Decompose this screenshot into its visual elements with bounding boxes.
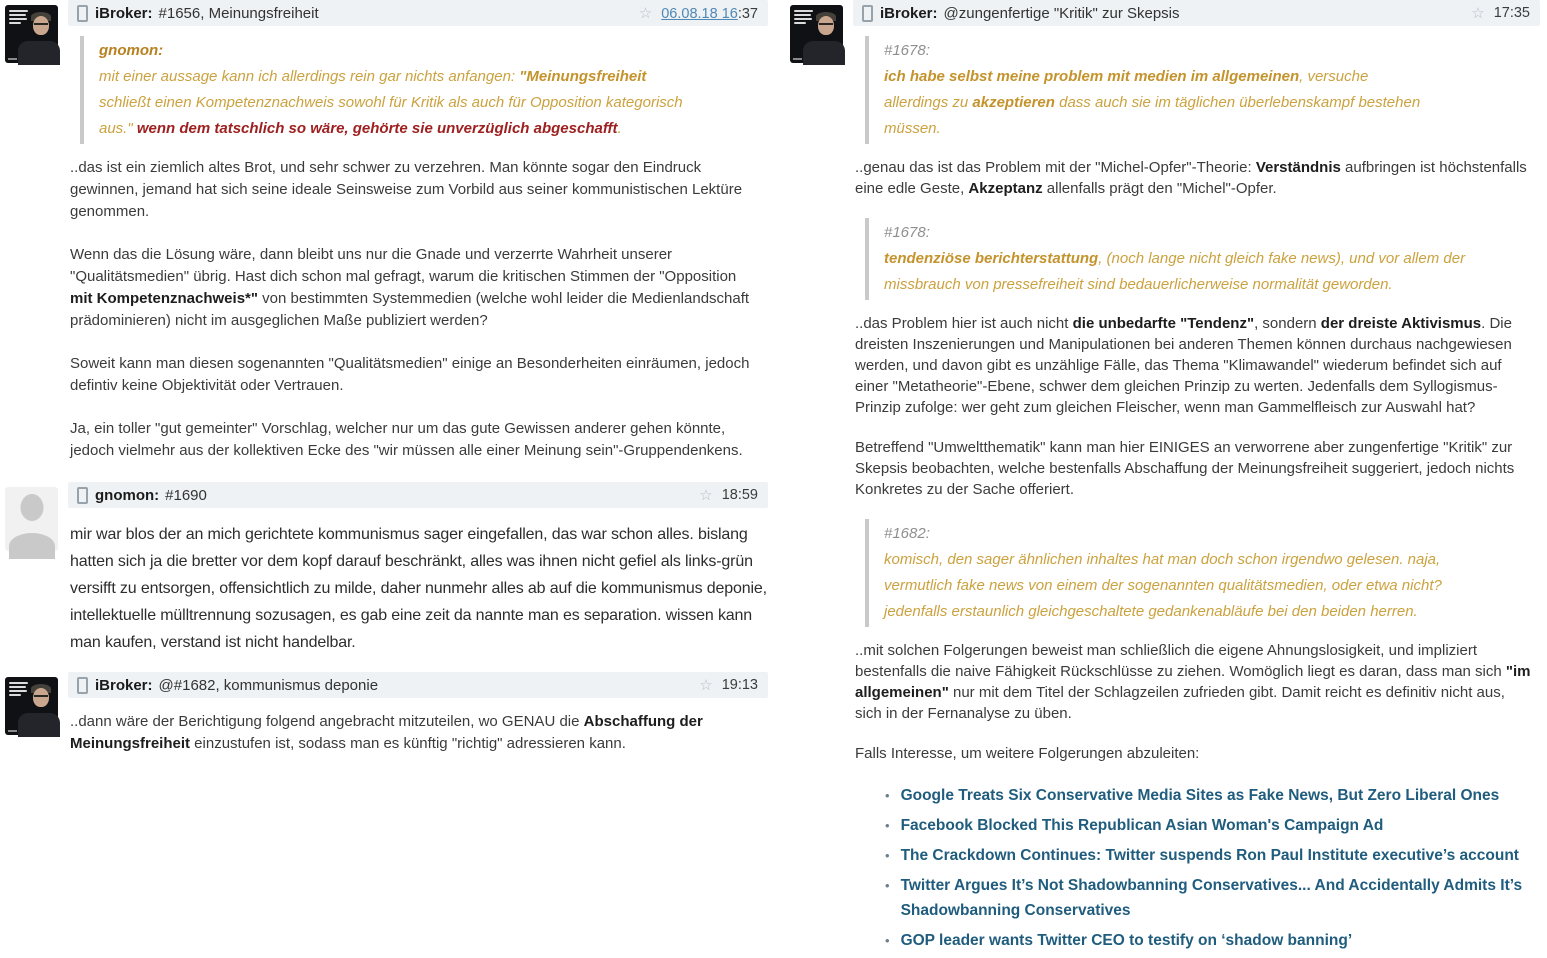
post-body [855,313,1533,500]
post-title: #1656, Meinungsfreiheit [158,4,319,22]
avatar-meme-text [794,10,816,26]
post-paragraph: ..dann wäre der Berichtigung folgend angebracht mitzuteilen, wo GENAU die Abschaffung der Meinungsfreiheit einzustufen ist, sodass man es künftig "richtig" adressieren kann. [70,713,703,752]
post-paragraph: Wenn das die Lösung wäre, dann bleibt uns nur die Gnade und verzerrte Wahrheit unserer "Qualitätsmedien" übrig. Hast dich schon mal gefragt, warum die kritischen Stimmen der "Opposition mit Kompetenznachweis*" von bestimmten Systemmedien (welche wohl leider die Medienlandschaft prädominieren) nicht im ausgeglichen Maße publiziert werden? [70,246,750,329]
timestamp: 19:13 [721,677,758,693]
timestamp: 17:35 [1493,5,1530,21]
avatar-meme-text [9,10,31,26]
quote-block [865,519,1484,627]
quote-text: mit einer aussage kann ich allerdings rein gar nichts anfangen: "Meinungsfreiheit schließt einen Kompetenznachweis sowohl für Kritik als auch für Opposition kategorisch aus." wenn dem tatschlich so wäre, gehörte sie unverzüglich abgeschafft. [99,68,683,137]
ibroker-avatar[interactable] [5,5,58,63]
avatar-figure [34,695,48,697]
timestamp: :37 [737,5,758,22]
favorite-star-icon[interactable]: ☆ [1471,5,1485,22]
post-body [70,521,769,656]
mobile-phone-icon [77,5,88,22]
post-title: #1690 [165,486,207,504]
author-name[interactable]: iBroker: [95,676,153,694]
avatar-figure [33,16,49,35]
post-body [855,157,1533,199]
avatar-figure [34,23,48,25]
quote-author: gnomon: [99,42,164,59]
list-item [885,813,1533,838]
avatar-figure [33,688,49,707]
list-item [885,783,1533,808]
article-link[interactable]: The Crackdown Continues: Twitter suspends Ron Paul Institute executive’s account [900,847,1519,864]
list-item [885,928,1533,953]
post-ibroker-1682-reply [0,672,775,755]
bullet-icon: • [885,848,890,863]
bullet-icon: • [885,933,890,948]
author-name[interactable]: gnomon: [95,486,160,504]
article-link-list [885,783,1533,953]
mobile-phone-icon [77,677,88,694]
avatar-meme-text [9,682,31,698]
list-item [885,843,1533,868]
quote-block [865,36,1429,144]
avatar-figure [8,730,17,732]
gnomon-avatar[interactable] [5,487,58,551]
post-paragraph: mir war blos der an mich gerichtete kommunismus sager eingefallen, das war schon alles. bislang hatten sich ja die bretter vor dem kopf darauf beschränkt, alles was ihnen nicht gefiel als links-grün versifft zu entsorgen, offensichtlich zu milde, daher nunmehr alles ab auf die kommunismus deponie, intellektuelle mülltrennung sozusagen, es gab eine zeit da nannte man es separation. wissen kann man kaufen, verstand ist nicht handelbar. [70,526,767,651]
left-column [0,0,775,755]
favorite-star-icon[interactable]: ☆ [638,5,653,22]
avatar-figure [803,41,845,65]
post-header [853,0,1540,26]
ibroker-avatar[interactable] [790,5,843,63]
avatar-silhouette [20,494,43,521]
post-body [855,640,1533,764]
post-body [70,711,761,755]
timestamp: 18:59 [721,487,758,503]
favorite-star-icon[interactable]: ☆ [699,677,713,694]
quote-ref: #1678: [884,42,930,59]
quote-text: tendenziöse berichterstattung, (noch lange nicht gleich fake news), und vor allem der missbrauch von pressefreiheit sind bedauerlicherweise normalität geworden. [884,250,1466,293]
list-item [885,873,1533,923]
timestamp-link[interactable]: 06.08.18 16 [661,5,738,22]
article-link[interactable]: Google Treats Six Conservative Media Sites as Fake News, But Zero Liberal Ones [900,787,1500,804]
author-name[interactable]: iBroker: [880,4,938,22]
post-paragraph: ..genau das ist das Problem mit der "Michel-Opfer"-Theorie: Verständnis aufbringen ist höchstenfalls eine edle Geste, Akzeptanz allenfalls prägt den "Michel"-Opfer. [855,159,1527,197]
article-link[interactable]: GOP leader wants Twitter CEO to testify on ‘shadow banning’ [900,932,1353,949]
mobile-phone-icon [862,5,873,22]
ibroker-avatar[interactable] [5,677,58,735]
bullet-icon: • [885,818,890,833]
article-link[interactable]: Twitter Argues It’s Not Shadowbanning Conservatives... And Accidentally Admits It’s Shadowbanning Conservatives [900,877,1523,919]
post-paragraph: Soweit kann man diesen sogenannten "Qualitätsmedien" einige an Besonderheiten einräumen, jedoch defintiv keine Objektivität oder Vertrauen. [70,355,750,394]
post-paragraph: ..das Problem hier ist auch nicht die unbedarfte "Tendenz", sondern der dreiste Aktivismus. Die dreisten Inszenierungen und Manipulationen bei anderen Themen können durchaus nachgewiesen werden, und davon gibt es unzählige Fälle, das Thema "Klimawandel" wiederum befindet sich auf einer "Metatheorie"-Ebene, schwer dem gleichen Prinzip zu werten. Jedenfalls dem Syllogismus-Prinzip zufolge: wer geht zum gleichen Fleischer, wenn man Gammelfleisch zur Auswahl hat? [855,315,1512,416]
post-gnomon-1690 [0,482,775,656]
post-paragraph: Betreffend "Umweltthematik" kann man hier EINIGES an verworrene aber zungenfertige "Kritik" zur Skepsis beobachten, welche bestenfalls Abschaffung der Meinungsfreiheit suggeriert, jedoch nichts Konkretes zu der Sache offeriert. [855,439,1515,498]
avatar-figure [818,16,834,35]
post-paragraph: ..das ist ein ziemlich altes Brot, und sehr schwer zu verzehren. Man könnte sogar den Eindruck gewinnen, jemand hat sich seine ideale Seinsweise zum Vorbild aus seiner kommunistischen Lektüre genommen. [70,159,743,220]
post-ibroker-skepsis [785,0,1547,953]
post-paragraph: Falls Interesse, um weitere Folgerungen abzuleiten: [855,745,1200,762]
quote-ref: #1678: [884,224,930,241]
quote-text: ich habe selbst meine problem mit medien im allgemeinen, versuche allerdings zu akzeptieren dass auch sie im täglichen überlebenskampf bestehen müssen. [884,68,1421,137]
avatar-figure [793,58,802,60]
quote-ref: #1682: [884,525,930,542]
post-header [68,0,768,26]
quote-text: komisch, den sager ähnlichen inhaltes hat man doch schon irgendwo gelesen. naja, vermutlich fake news von einem der sogenannten qualitätsmedien, oder etwa nicht? jedenfalls erstaunlich gleichgeschaltete gedankenabläufe bei den beiden herren. [884,551,1442,620]
post-paragraph: ..mit solchen Folgerungen beweist man schließlich die eigene Ahnungslosigkeit, und impliziert bestenfalls die naive Fähigkeit Rückschlüsse zu ziehen. Womöglich liegt es daran, dass man sich "im allgemeinen" nur mit dem Titel der Schlagzeilen zufrieden gibt. Damit reicht es definitiv nicht aus, sich in der Fernanalyse zu üben. [855,642,1531,722]
bullet-icon: • [885,788,890,803]
favorite-star-icon[interactable]: ☆ [699,487,713,504]
bullet-icon: • [885,878,890,893]
article-link[interactable]: Facebook Blocked This Republican Asian Woman's Campaign Ad [900,817,1384,834]
quote-block [80,36,684,144]
author-name[interactable]: iBroker: [95,4,153,22]
post-header [68,672,768,698]
post-paragraph: Ja, ein toller "gut gemeinter" Vorschlag, welcher nur um das gute Gewissen anderer gehen könnte, jedoch vielmehr aus der kollektiven Ecke des "wir müssen alle einer Meinung sein"-Gruppendenkens. [70,420,743,459]
post-body [70,157,761,462]
post-ibroker-1656 [0,0,775,462]
quote-block [865,218,1499,300]
avatar-figure [8,58,17,60]
mobile-phone-icon [77,487,88,504]
avatar-figure [18,713,60,737]
right-column [785,0,1547,958]
avatar-figure [819,23,833,25]
post-title: @#1682, kommunismus deponie [158,676,379,694]
post-header [68,482,768,508]
post-title: @zungenfertige "Kritik" zur Skepsis [943,4,1180,22]
avatar-silhouette [9,533,55,559]
avatar-figure [18,41,60,65]
